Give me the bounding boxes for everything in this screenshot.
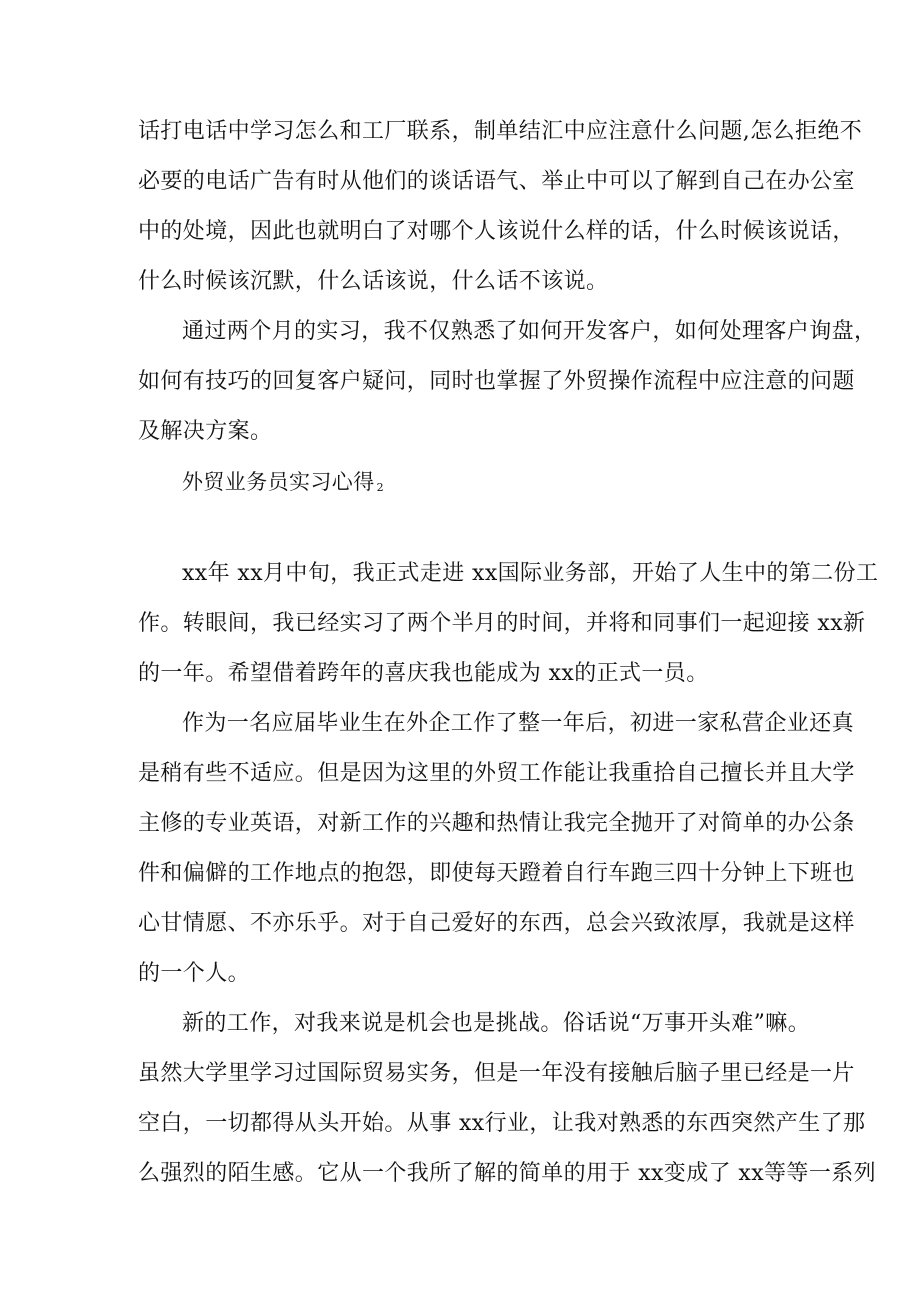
paragraph-line: 必要的电话广告有时从他们的谈话语气、举止中可以了解到自己在办公室 [138,169,855,194]
paragraph-line: 的一个人。 [138,961,251,986]
paragraph-line: 主修的专业英语，对新工作的兴趣和热情让我完全抛开了对简单的办公条 [138,811,855,836]
paragraph-line: 什么时候该沉默，什么话该说，什么话不该说。 [138,269,609,294]
paragraph-line: 通过两个月的实习，我不仅熟悉了如何开发客户，如何处理客户询盘， [182,319,877,344]
paragraph-line: 件和偏僻的工作地点的抱怨，即使每天蹬着自行车跑三四十分钟上下班也 [138,861,855,886]
paragraph-line: 新的工作，对我来说是机会也是挑战。俗话说“万事开头难”嘛。 [182,1011,811,1036]
paragraph-line: 空白，一切都得从头开始。从事 xx行业，让我对熟悉的东西突然产生了那 [138,1111,866,1136]
paragraph-line: 作。转眼间，我已经实习了两个半月的时间，并将和同事们一起迎接 xx新 [138,611,866,636]
paragraph-line: 及解决方案。 [138,419,273,444]
paragraph-line: 虽然大学里学习过国际贸易实务，但是一年没有接触后脑子里已经是一片 [138,1061,855,1086]
paragraph-line: xx年 xx月中旬，我正式走进 xx国际业务部，开始了人生中的第二份工 [182,561,879,586]
section-heading-number: 2 [376,481,385,494]
paragraph-line: 如何有技巧的回复客户疑问，同时也掌握了外贸操作流程中应注意的问题 [138,369,855,394]
paragraph-line: 是稍有些不适应。但是因为这里的外贸工作能让我重拾自己擅长并且大学 [138,761,855,786]
paragraph-line: 作为一名应届毕业生在外企工作了整一年后，初进一家私营企业还真 [182,711,855,736]
paragraph-line: 的一年。希望借着跨年的喜庆我也能成为 xx的正式一员。 [138,661,709,686]
section-heading-text: 外贸业务员实习心得 [182,470,375,494]
paragraph-line: 么强烈的陌生感。它从一个我所了解的简单的用于 xx变成了 xx等等一系列 [138,1161,877,1186]
paragraph-line: 心甘情愿、不亦乐乎。对于自己爱好的东西，总会兴致浓厚，我就是这样 [138,911,855,936]
paragraph-line: 中的处境，因此也就明白了对哪个人该说什么样的话，什么时候该说话， [138,219,855,244]
paragraph-line: 话打电话中学习怎么和工厂联系，制单结汇中应注意什么问题,怎么拒绝不 [138,119,863,144]
section-heading [182,468,842,502]
